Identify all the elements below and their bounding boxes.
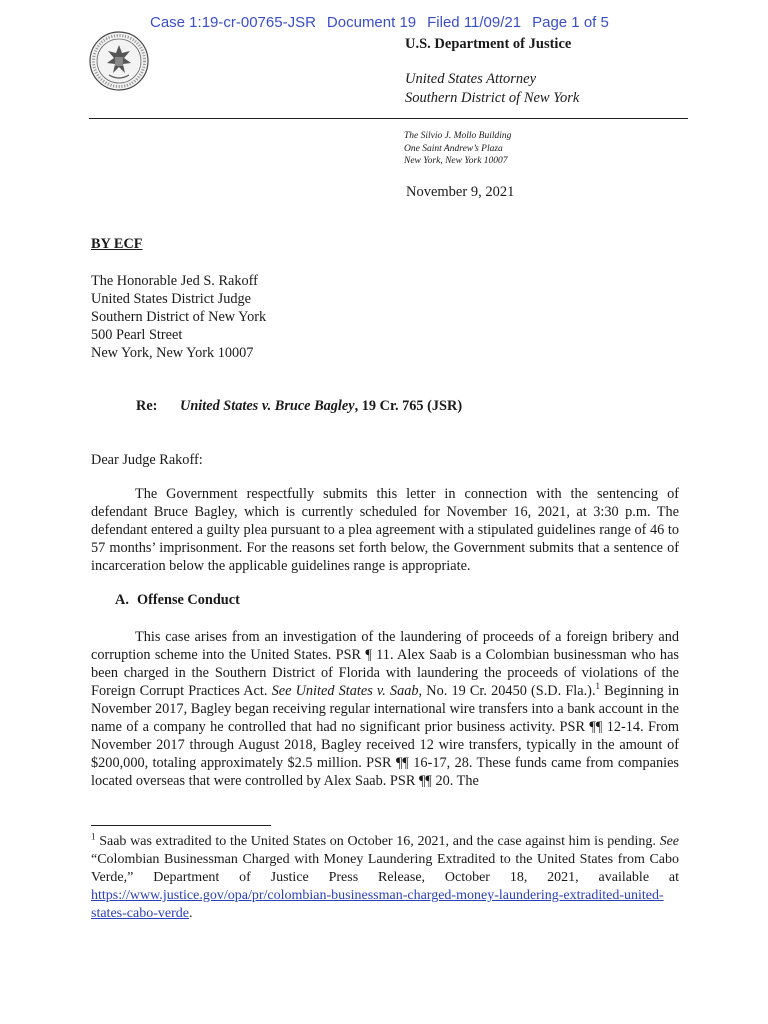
re-line [136,398,462,415]
section-title: Offense Conduct [137,592,240,608]
section-heading [115,592,240,609]
case-header [150,14,620,31]
page-indicator: Page 1 of 5 [532,14,609,31]
department-name: U.S. Department of Justice [405,36,572,52]
recipient-court: Southern District of New York [91,309,267,325]
office-address [404,130,511,168]
recipient-address [91,272,266,362]
footnote [91,833,679,923]
offense-text-1: This case arises from an investigation of the laundering of proceeds of a foreign bribery and corruption scheme into the United States. PSR ¶ 11. Alex Saab is a Colombian businessman who has been charged in the Southern District of Florida with laundering the proceeds of violations of the Foreign Corrupt Practices Act. [91,629,679,699]
intro-text: The Government respectfully submits this letter in connection with the sentencing of defendant Bruce Bagley, which is currently scheduled for November 16, 2021, at 3:30 p.m. The defendant entered a guilty plea pursuant to a plea agreement with a stipulated guidelines range of 46 to 57 months’ imprisonment. For the reasons set forth below, the Government submits that a sentence of incarceration below the applicable guidelines range is appropriate. [91,486,679,574]
offense-text-3: Beginning in November 2017, Bagley began receiving regular international wire transfers into a bank account in the name of a company he controlled that had no significant prior business activity. PSR ¶¶ 12-14. From November 2017 through August 2018, Bagley received 12 wire transfers, typically in the amount of $200,000, totaling approximately $2.5 million. PSR ¶¶ 16-17, 28. These funds came from companies located overseas that were controlled by Alex Saab. PSR ¶¶ 20. The [91,683,680,789]
re-case-name: United States v. Bruce Bagley [180,398,355,414]
delivery-method: BY ECF [91,236,143,252]
re-docket: , 19 Cr. 765 (JSR) [354,398,463,414]
footnote-ref[interactable]: 1 [595,681,601,692]
filed-date: Filed 11/09/21 [427,14,522,31]
address-building: The Silvio J. Mollo Building [404,131,512,141]
office-district: Southern District of New York [405,90,580,106]
offense-citation: See United States v. Saab [271,683,419,699]
intro-paragraph [91,485,679,575]
case-number: Case 1:19-cr-00765-JSR [150,14,316,31]
press-release-link[interactable]: https://www.justice.gov/opa/pr/colombian-businessman-charged-money-laundering-extradited-united-states-cabo-verde [91,888,664,921]
footnote-divider [91,825,271,826]
footnote-number: 1 [91,831,96,842]
address-plaza: One Saint Andrew’s Plaza [404,143,503,154]
letterhead-divider [89,118,688,119]
document-number: Document 19 [326,14,417,31]
recipient-street: 500 Pearl Street [91,327,183,343]
letter-date: November 9, 2021 [406,184,515,200]
section-letter: A. [115,592,129,608]
footnote-see: See [659,834,679,849]
doj-seal-icon [89,31,149,91]
office-title: United States Attorney [405,71,537,87]
offense-text-2: , No. 19 Cr. 20450 (S.D. Fla.). [418,683,596,699]
salutation: Dear Judge Rakoff: [91,452,203,468]
re-label: Re: [136,398,158,414]
offense-paragraph [91,628,679,790]
office-block [405,70,579,108]
recipient-title: United States District Judge [91,291,252,307]
recipient-name: The Honorable Jed S. Rakoff [91,273,258,289]
address-city: New York, New York 10007 [404,156,508,166]
footnote-end: . [188,906,193,921]
footnote-text-2: “Colombian Businessman Charged with Money Laundering Extradited to the United States from Cabo Verde,” Department of Justice Press Release, October 18, 2021, available at [91,852,679,885]
recipient-city: New York, New York 10007 [91,345,254,361]
footnote-text-1: Saab was extradited to the United States on October 16, 2021, and the case against him is pending. [95,834,660,849]
